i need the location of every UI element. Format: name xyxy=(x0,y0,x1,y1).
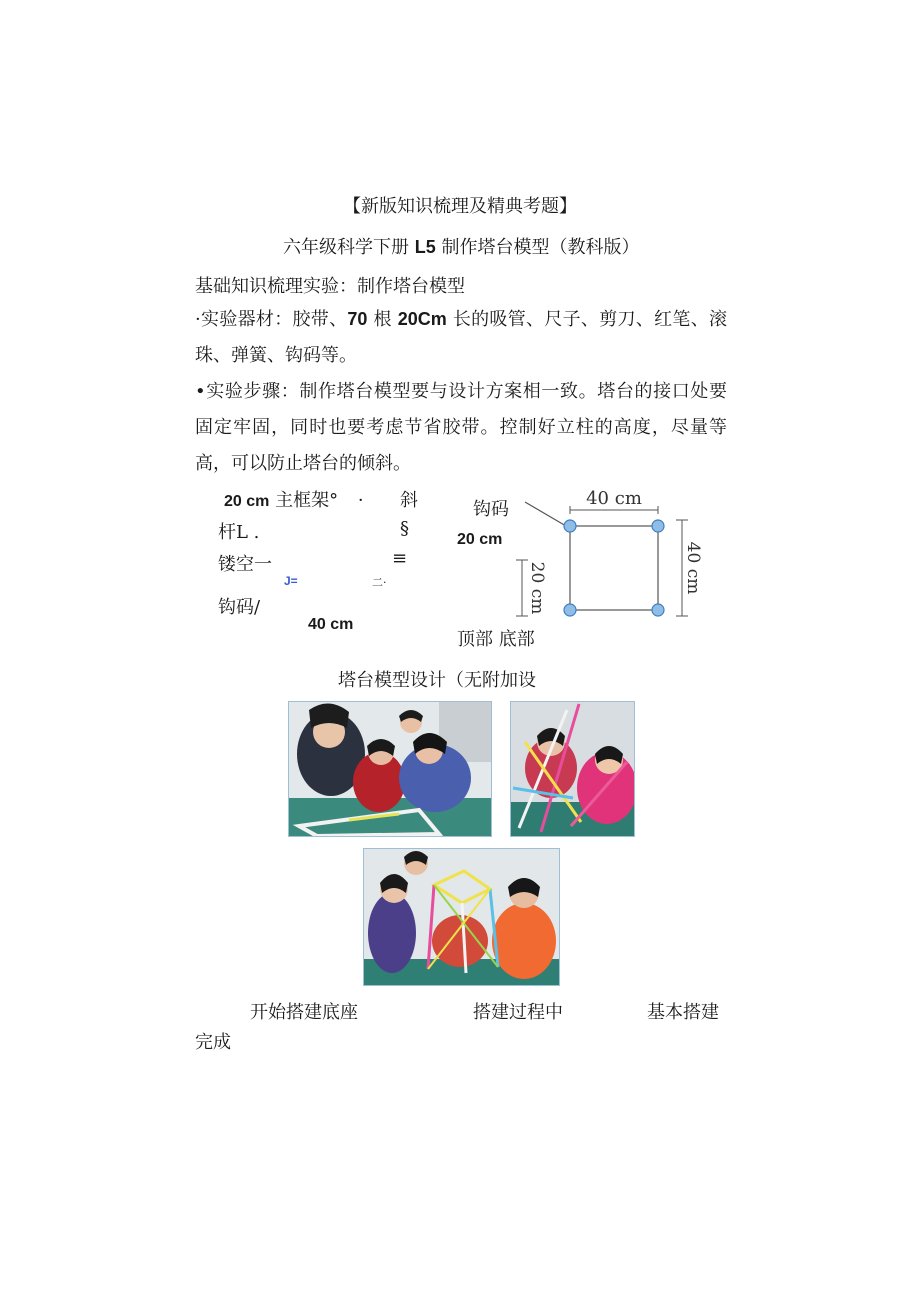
top-dimension-label: 40 cm xyxy=(586,488,642,509)
section-heading: 基础知识梳理实验：制作塔台模型 xyxy=(195,276,465,297)
right-dimension-label: 40 cm xyxy=(683,541,703,595)
materials-text-3: 长的吸管、尺子、剪刀、红笔、滚珠、弹簧、钩码等。 xyxy=(195,309,727,366)
steps-bullet: • xyxy=(195,381,206,402)
page-title: 【新版知识梳理及精典考题】 xyxy=(343,196,577,217)
caption-basic-complete: 基本搭建 xyxy=(647,1002,719,1023)
small-blue-mark: J= xyxy=(284,574,298,588)
diagonal-rod-label: 杆L . xyxy=(218,522,260,543)
corner-weight-dot xyxy=(564,520,576,532)
subtitle-prefix: 六年级科学下册 xyxy=(283,237,415,258)
students-finished-tower-photo-icon xyxy=(364,849,559,985)
small-mark: 二· xyxy=(372,576,387,589)
left-diagram-row-1 xyxy=(224,486,364,512)
photo-finished-tower xyxy=(363,848,560,986)
triple-bar-mark: ≡ xyxy=(392,548,408,569)
top-bottom-view-diagram xyxy=(500,480,720,630)
students-building-base-photo-icon xyxy=(289,702,491,836)
weight-label-left: 钩码/ xyxy=(218,597,261,618)
caption-basic-complete-cont: 完成 xyxy=(195,1032,231,1053)
materials-text-1: 胶带、 xyxy=(292,309,348,330)
page-subtitle xyxy=(283,233,639,259)
weight-label: 钩码 xyxy=(473,499,509,520)
main-frame-label: 主框架° xyxy=(269,490,344,511)
materials-bullet: · xyxy=(195,309,201,330)
height-label: 20 cm xyxy=(457,531,503,548)
students-building-tower-photo-icon xyxy=(511,702,634,836)
materials-count: 70 xyxy=(347,309,368,329)
steps-text: 制作塔台模型要与设计方案相一致。塔台的接口处要固定牢固，同时也要考虑节省胶带。控制好立柱的高度，尽量等高，可以防止塔台的倾斜。 xyxy=(195,381,728,474)
section-sign: § xyxy=(400,518,409,539)
base-length-label: 40 cm xyxy=(308,616,354,633)
corner-weight-dot xyxy=(564,604,576,616)
photo-building-base xyxy=(288,701,492,837)
top-bottom-caption: 顶部 底部 xyxy=(457,629,535,650)
steps-paragraph xyxy=(195,374,727,482)
materials-paragraph xyxy=(195,301,727,374)
caption-in-progress: 搭建过程中 xyxy=(473,1002,563,1023)
subtitle-code: L5 xyxy=(414,237,436,257)
left-diagram-dot: · xyxy=(357,490,364,511)
materials-label: 实验器材： xyxy=(200,309,293,330)
caption-start-base: 开始搭建底座 xyxy=(250,1002,358,1023)
diagonal-label-start: 斜 xyxy=(400,490,418,511)
corner-weight-dot xyxy=(652,520,664,532)
main-frame-length: 20 cm xyxy=(224,493,270,510)
figure-caption: 塔台模型设计（无附加设 xyxy=(338,670,536,691)
weight-pointer-line xyxy=(525,502,566,526)
materials-length: 20Cm xyxy=(397,309,447,329)
left-dimension-label: 20 cm xyxy=(527,561,547,615)
materials-text-2: 根 xyxy=(367,309,398,330)
corner-weight-dot xyxy=(652,604,664,616)
hollow-label: 镂空一 xyxy=(218,554,272,575)
square-frame xyxy=(570,526,658,610)
steps-label: 实验步骤： xyxy=(205,381,300,402)
subtitle-suffix: 制作塔台模型（教科版） xyxy=(435,237,640,258)
photo-building-process xyxy=(510,701,635,837)
